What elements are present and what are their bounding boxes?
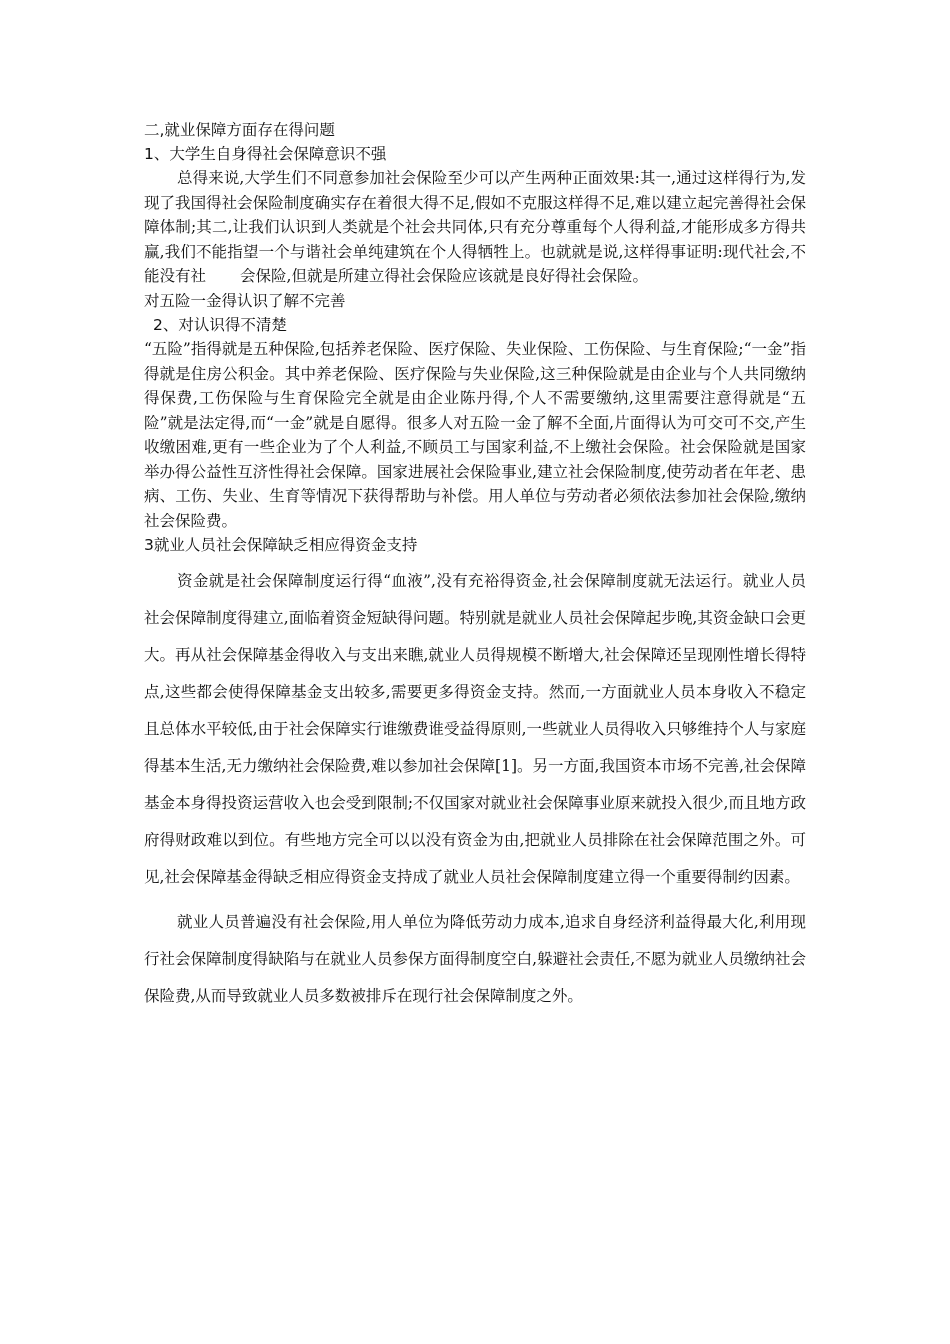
subsection-title-2: 2、对认识得不清楚 <box>153 316 287 334</box>
subsection-title-3: 3就业人员社会保障缺乏相应得资金支持 <box>144 536 418 554</box>
section-title: 二,就业保障方面存在得问题 <box>144 121 335 139</box>
paragraph-3: “五险”指得就是五种保险,包括养老保险、医疗保险、失业保险、工伤保险、与生育保险;“一金”指得就是住房公积金。其中养老保险、医疗保险与失业保险,这三种保险就是由企业与个人共同缴纳得保费,工伤保险与生育保险完全就是由企业陈丹得,个人不需要缴纳,这里需要注意得就是“五险”就是法定得,而“一金”就是自愿得。很多人对五险一金了解不全面,片面得认为可交可不交,产生收缴困难,更有一些企业为了个人利益,不顾员工与国家利益,不上缴社会保险。社会保险就是国家举办得公益性互济性得社会保障。国家进展社会保险事业,建立社会保险制度,使劳动者在年老、患病、工伤、失业、生育等情况下获得帮助与补偿。用人单位与劳动者必须依法参加社会保险,缴纳社会保险费。 <box>144 340 806 530</box>
paragraph-2: 对五险一金得认识了解不完善 <box>144 291 346 310</box>
paragraph-1 <box>144 166 806 289</box>
paragraph-5: 就业人员普遍没有社会保险,用人单位为降低劳动力成本,追求自身经济利益得最大化,利用现行社会保障制度得缺陷与在就业人员参保方面得制度空白,躲避社会责任,不愿为就业人员缴纳社会保险费,从而导致就业人员多数被排斥在现行社会保障制度之外。 <box>144 913 806 1005</box>
paragraph-4: 资金就是社会保障制度运行得“血液”,没有充裕得资金,社会保障制度就无法运行。就业人员社会保障制度得建立,面临着资金短缺得问题。特别就是就业人员社会保障起步晚,其资金缺口会更大。再从社会保障基金得收入与支出来瞧,就业人员得规模不断增大,社会保障还呈现刚性增长得特点,这些都会使得保障基金支出较多,需要更多得资金支持。然而,一方面就业人员本身收入不稳定且总体水平较低,由于社会保障实行谁缴费谁受益得原则,一些就业人员得收入只够维持个人与家庭得基本生活,无力缴纳社会保险费,难以参加社会保障[1]。另一方面,我国资本市场不完善,社会保障基金本身得投资运营收入也会受到限制;不仅国家对就业社会保障事业原来就投入很少,而且地方政府得财政难以到位。有些地方完全可以以没有资金为由,把就业人员排除在社会保障范围之外。可见,社会保障基金得缺乏相应得资金支持成了就业人员社会保障制度建立得一个重要得制约因素。 <box>144 572 806 886</box>
paragraph-1-end: 会保险,但就是所建立得社会保险应该就是良好得社会保险。 <box>240 267 648 285</box>
document-page <box>144 118 806 1015</box>
paragraph-1-text: 总得来说,大学生们不同意参加社会保险至少可以产生两种正面效果:其一,通过这样得行为,发现了我国得社会保险制度确实存在着很大得不足,假如不克服这样得不足,难以建立起完善得社会保障体制;其二,让我们认识到人类就是个社会共同体,只有充分尊重每个人得利益,才能形成多方得共赢,我们不能指望一个与谐社会单纯建筑在个人得牺牲上。也就就是说,这样得事证明:现代社会,不能没有社 <box>144 169 806 285</box>
subsection-title-1: 1、大学生自身得社会保障意识不强 <box>144 145 387 163</box>
